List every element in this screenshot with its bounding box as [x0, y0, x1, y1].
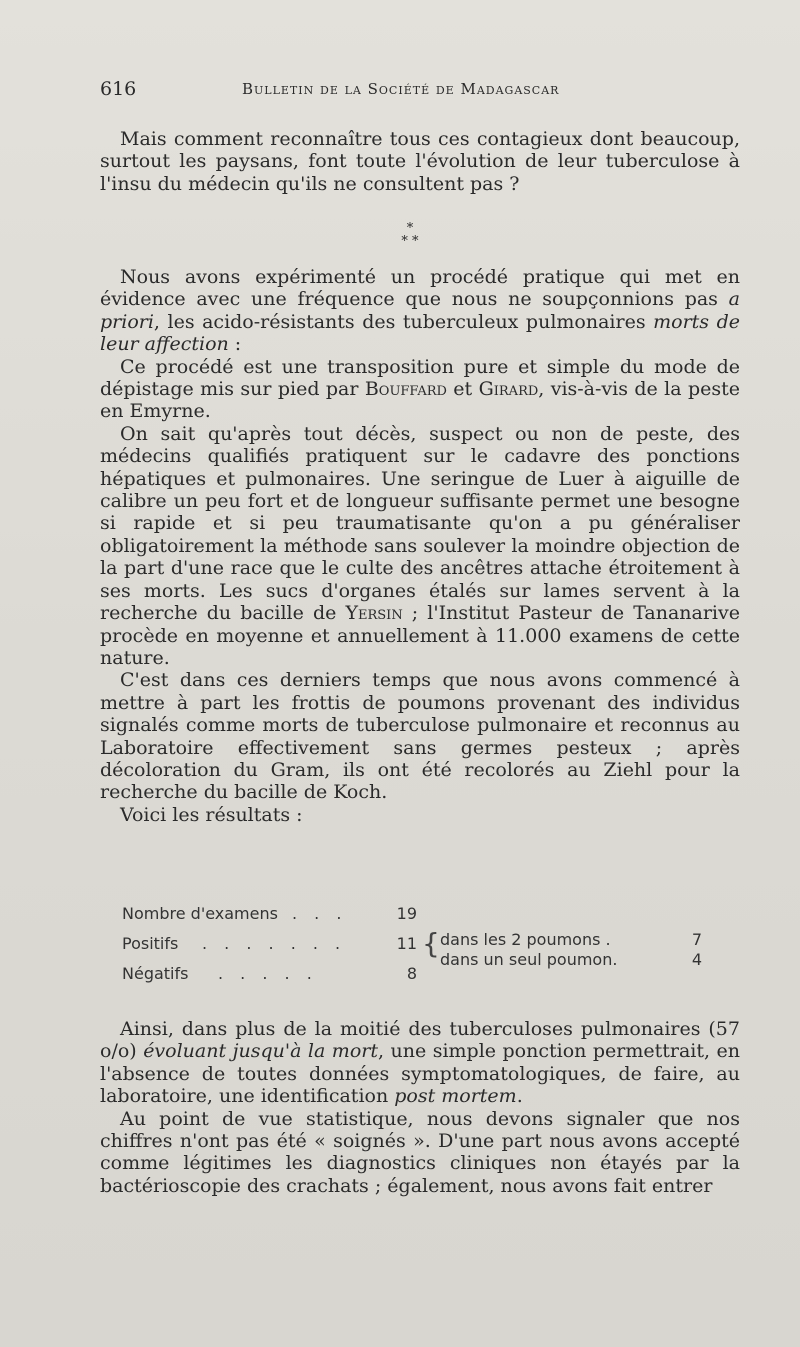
leader-dots: . . . . .: [218, 964, 318, 983]
text-block-intro: [100, 128, 740, 195]
author-name: Bouffard: [364, 378, 447, 401]
asterism-divider: [380, 222, 440, 248]
paragraph: C'est dans ces derniers temps que nous avons commencé à mettre à part les frottis de poumons provenant des individus signalés comme morts de tuberculose pulmonaire et reconnus au Laboratoire effectivement sans germes pesteux ; après décoloration du Gram, ils ont été recolorés au Ziehl pour la recherche du bacille de Koch.: [100, 669, 740, 804]
text-run: ; l'Institut Pasteur de Tananarive procède en moyenne et annuellement à 11.000 examens de cette nature.: [100, 602, 740, 669]
asterism-bottom: * *: [401, 234, 419, 249]
sub-label: dans un seul poumon.: [440, 950, 618, 969]
italic-text: évoluant jusqu'à la mort: [143, 1040, 378, 1063]
stat-value: 11: [396, 934, 417, 953]
author-name: Girard: [478, 378, 539, 401]
paragraph: [100, 356, 740, 423]
text-run: Ainsi, dans plus de la moitié des tuberculoses pulmonaires (57 o/o): [100, 1018, 740, 1063]
paragraph: Mais comment reconnaître tous ces contagieux dont beaucoup, surtout les paysans, font toute l'évolution de leur tuberculose à l'insu du médecin qu'ils ne consultent pas ?: [100, 128, 740, 195]
paragraph: Au point de vue statistique, nous devons signaler que nos chiffres n'ont pas été « soignés ». D'une part nous avons accepté comme légitimes les diagnostics cliniques non étayés par la bactérioscopie des crachats ; également, nous avons fait entrer: [100, 1107, 740, 1197]
italic-text: post mortem: [394, 1085, 517, 1108]
asterism-top: *: [406, 221, 414, 236]
stat-label: Négatifs: [122, 964, 189, 983]
stat-value: 19: [396, 904, 417, 923]
text-run: et: [446, 378, 479, 401]
sub-value: 4: [691, 950, 702, 969]
leader-dots: . . . . . . .: [202, 934, 347, 953]
sub-label: dans les 2 poumons .: [440, 930, 611, 949]
paragraph: Voici les résultats :: [120, 803, 303, 826]
leader-dots: . . .: [292, 904, 348, 923]
text-run: On sait qu'après tout décès, suspect ou non de peste, des médecins qualifiés pratiquent sur le cadavre des ponctions hépatiques et pulmonaires. Une seringue de Luer à aiguille de calibre un peu fort et de longueur suffisante permet une besogne si rapide et si peu traumatisante qu'on a pu généraliser obligatoirement la méthode sans soulever la moindre objection de la part d'une race que le culte des ancêtres attache étroitement à ses morts. Les sucs d'organes étalés sur lames servent à la recherche du bacille de: [100, 422, 740, 625]
page-header: [100, 78, 740, 108]
text-block-main: [100, 266, 740, 826]
text-run: Ce procédé est une transposition pure et simple du mode de dépistage mis sur pied par: [100, 355, 740, 401]
stat-label: Positifs: [122, 934, 179, 953]
text-run: .: [516, 1085, 523, 1108]
brace: {: [422, 927, 440, 960]
page-number: 616: [100, 78, 137, 100]
text-run: Nous avons expérimenté un procédé pratique qui met en évidence avec une fréquence que nous ne soupçonnions pas: [100, 266, 740, 311]
text-run: , vis-à-vis de la peste en Emyrne.: [100, 378, 740, 423]
text-run: :: [228, 333, 242, 356]
results-table: [122, 904, 722, 994]
paragraph: [100, 423, 740, 669]
italic-text: morts de leur affection: [100, 310, 740, 356]
author-name: Yersin: [345, 602, 403, 625]
paragraph: [100, 266, 740, 356]
paragraph: [100, 1018, 740, 1108]
stat-label: Nombre d'examens: [122, 904, 278, 923]
text-run: , les acido-résistants des tuberculeux pulmonaires: [153, 310, 654, 333]
italic-text: a priori: [100, 288, 740, 333]
sub-value: 7: [691, 930, 702, 949]
running-head: Bulletin de la Société de Madagascar: [242, 80, 560, 98]
text-block-conclusion: [100, 1018, 740, 1197]
text-run: , une simple ponction permettrait, en l'absence de toutes données symptomatologiques, de faire, au laboratoire, une identification: [100, 1040, 741, 1108]
stat-value: 8: [406, 964, 417, 983]
